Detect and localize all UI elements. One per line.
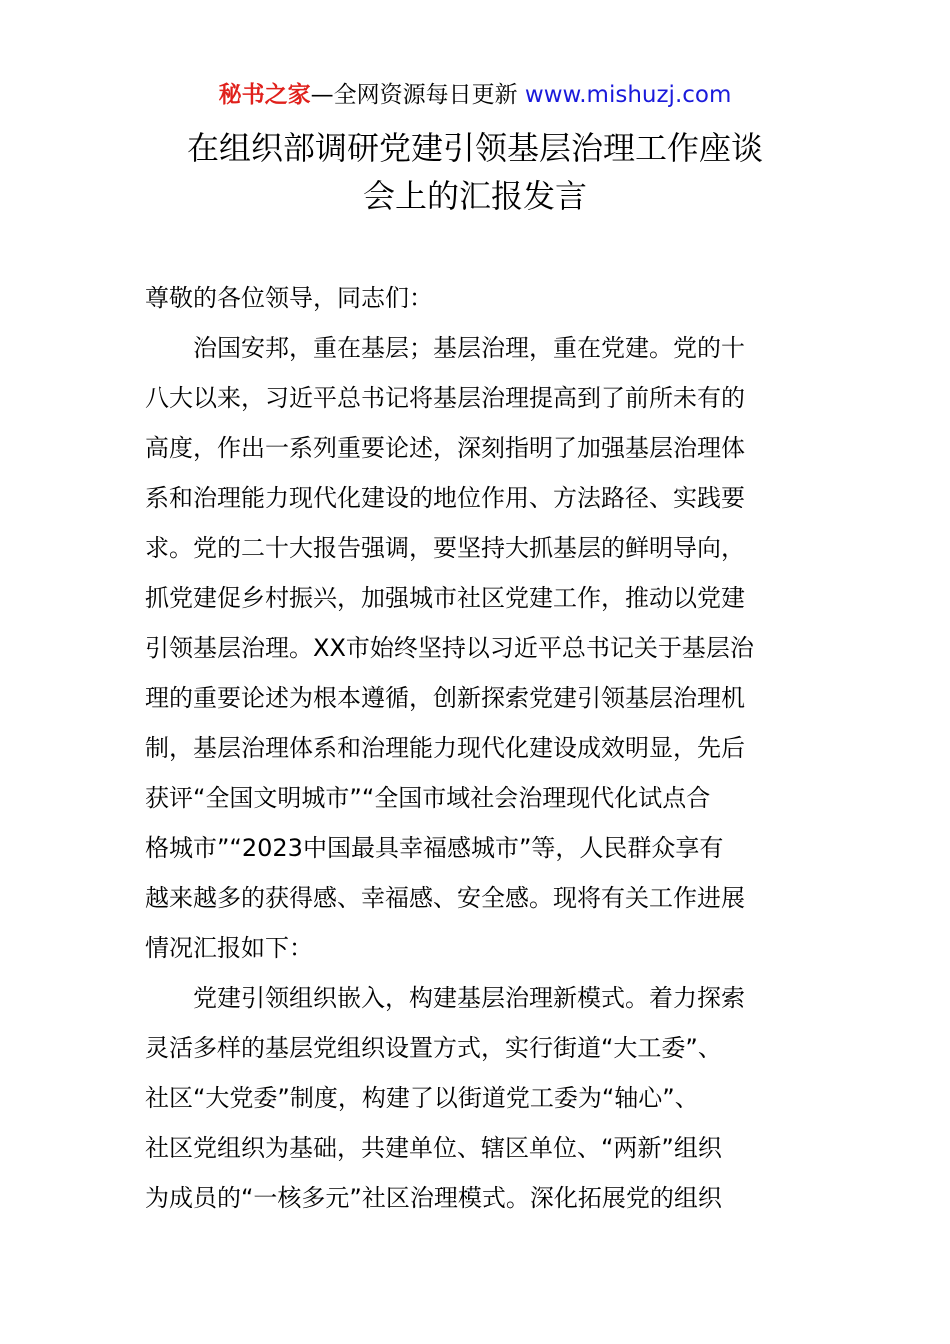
paragraph-organization bbox=[145, 973, 807, 1223]
text-line: 灵活多样的基层党组织设置方式，实行街道“大工委”、 bbox=[145, 1034, 722, 1062]
text-line: 社区党组织为基础，共建单位、辖区单位、“两新”组织 bbox=[145, 1134, 722, 1162]
banner-tagline: —全网资源每日更新 bbox=[310, 82, 518, 108]
text-line: 格城市”“2023中国最具幸福感城市”等，人民群众享有 bbox=[145, 834, 724, 862]
text-line: 八大以来，习近平总书记将基层治理提高到了前所未有的 bbox=[145, 384, 745, 412]
text-line: 治国安邦，重在基层；基层治理，重在党建。党的十 bbox=[145, 334, 745, 362]
text-line: 抓党建促乡村振兴，加强城市社区党建工作，推动以党建 bbox=[145, 584, 745, 612]
text-line: 高度，作出一系列重要论述，深刻指明了加强基层治理体 bbox=[145, 434, 745, 462]
text-line: 情况汇报如下： bbox=[145, 934, 313, 962]
site-banner bbox=[0, 78, 950, 112]
title-line: 会上的汇报发言 bbox=[362, 177, 587, 215]
document-title bbox=[145, 124, 805, 220]
text-line: 社区“大党委”制度，构建了以街道党工委为“轴心”、 bbox=[145, 1084, 699, 1112]
text-line: 为成员的“一核多元”社区治理模式。深化拓展党的组织 bbox=[145, 1184, 722, 1212]
title-line: 在组织部调研党建引领基层治理工作座谈 bbox=[186, 129, 763, 167]
text-line: 制，基层治理体系和治理能力现代化建设成效明显，先后 bbox=[145, 734, 745, 762]
text-line: 获评“全国文明城市”“全国市域社会治理现代化试点合 bbox=[145, 784, 711, 812]
text-line: 引领基层治理。XX市始终坚持以习近平总书记关于基层治 bbox=[145, 634, 754, 662]
paragraph-intro bbox=[145, 323, 807, 973]
text-line: 求。党的二十大报告强调，要坚持大抓基层的鲜明导向， bbox=[145, 534, 745, 562]
salutation: 尊敬的各位领导，同志们： bbox=[145, 284, 433, 312]
site-url-link[interactable]: www.mishuzj.com bbox=[524, 82, 732, 108]
brand-name: 秘书之家 bbox=[218, 82, 311, 108]
text-line: 党建引领组织嵌入，构建基层治理新模式。着力探索 bbox=[145, 984, 745, 1012]
text-line: 系和治理能力现代化建设的地位作用、方法路径、实践要 bbox=[145, 484, 745, 512]
document-body bbox=[145, 273, 807, 1223]
text-line: 越来越多的获得感、幸福感、安全感。现将有关工作进展 bbox=[145, 884, 745, 912]
text-line: 理的重要论述为根本遵循，创新探索党建引领基层治理机 bbox=[145, 684, 745, 712]
